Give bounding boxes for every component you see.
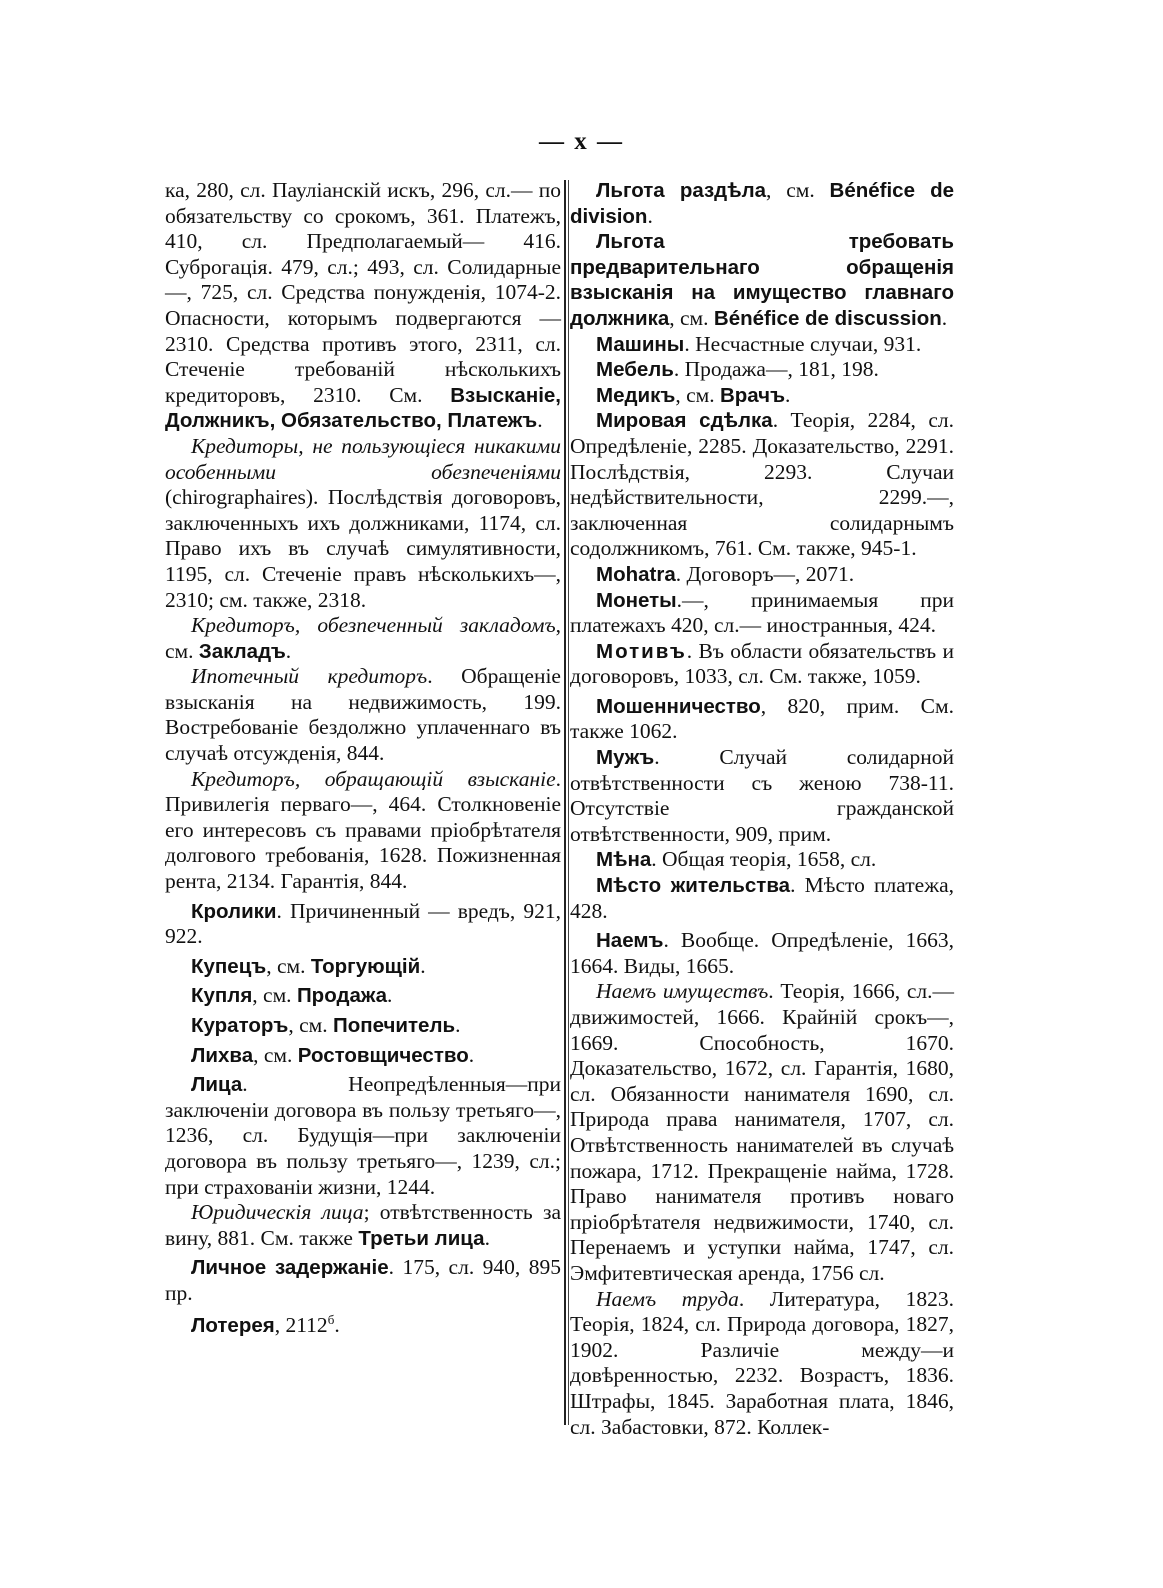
column-divider-inner: [568, 180, 569, 1425]
index-entry: Кредиторъ, обращающiй взысканiе. Привилегiя перваго—, 464. Столкновенiе его интересовъ съ правами прiобрѣтателя долгового требованiя, 1628. Пожизненная рента, 2134. Гарантiя, 844.: [165, 766, 561, 894]
index-entry: Мебель. Продажа—, 181, 198.: [596, 357, 879, 382]
index-entry: Наемъ. Вообще. Опредѣленiе, 1663, 1664. Виды, 1665.: [570, 928, 954, 978]
index-entry: Наемъ труда. Литература, 1823. Теорiя, 1824, сл. Природа договора, 1827, 1902. Различiе между—и довѣренностью, 2232. Возрастъ, 1836. Штрафы, 1845. Заработная плата, 1846, сл. Забастовки, 872. Коллек-: [570, 1286, 954, 1439]
index-entry: Купля, см. Продажа.: [191, 983, 393, 1008]
index-entry: Личное задержанiе. 175, сл. 940, 895 пр.: [165, 1255, 561, 1305]
index-entry: Наемъ имуществъ. Теорiя, 1666, сл.— движимостей, 1666. Крайнiй срокъ—, 1669. Способность, 1670. Доказательство, 1672, сл. Гарантiя, 1680, сл. Обязанности нанимателя 1690, сл. Природа права нанимателя, 1707, сл. Отвѣтственность нанимателей въ случаѣ пожара, 1712. Прекращенiе найма, 1728. Право нанимателя противъ новаго прiобрѣтателя недвижимости, 1740, сл. Перенаемъ и уступки найма, 1747, сл. Эмфитевтическая аренда, 1756 сл.: [570, 979, 955, 1285]
index-entry: Кредиторы, не пользующiеся никакими особенными обезпеченiями (chirographaires). Послѣдствiя договоровъ, заключенныхъ ихъ должниками, 1174, сл. Право ихъ въ случаѣ симулятивности, 1195, сл. Стеченiе правъ нѣсколькихъ—, 2310; см. также, 2318.: [165, 433, 561, 612]
index-entry: Лица. Неопредѣленныя—при заключенiи договора въ пользу третьяго—, 1236, сл. Будущiя—при заключенiи договора въ пользу третьяго—, 1239, сл.; при страхованiи жизни, 1244.: [165, 1072, 561, 1199]
index-entry: Кураторъ, см. Попечитель.: [191, 1013, 461, 1037]
index-entry: Мѣна. Общая теорiя, 1658, сл.: [596, 847, 877, 872]
index-entry: Кролики. Причиненный — вредъ, 921, 922.: [165, 898, 561, 949]
index-entry: Монеты.—, принимаемыя при платежахъ 420, сл.— иностранныя, 424.: [570, 587, 954, 638]
index-entry: Мировая сдѣлка. Теорiя, 2284, сл. Опредѣленiе, 2285. Доказательство, 2291. Послѣдствiя, 2293. Случаи недѣйствительности, 2299.—, заключенная солидарнымъ содолжникомъ, 761. См. также, 945-1.: [570, 408, 954, 561]
page-number: — x —: [539, 128, 624, 155]
index-entry: Мошенничество, 820, прим. См. также 1062.: [570, 693, 954, 744]
index-entry: Льгота требовать предварительнаго обращенiя взысканiя на имущество главнаго должника, см. Bénéfice de discussion.: [570, 230, 954, 330]
index-entry: Медикъ, см. Врачъ.: [596, 382, 791, 407]
index-entry: Кредиторъ, обезпеченный закладомъ, см. Закладъ.: [165, 613, 561, 663]
left-column: [165, 178, 561, 1338]
index-entry: ка, 280, сл. Паулiанскiй искъ, 296, сл.— по обязательству со срокомъ, 361. Платежъ, 410, сл. Предполагаемый— 416. Суброгацiя. 479, сл.; 493, сл. Солидарные —, 725, сл. Средства понужденiя, 1074-2. Опасности, которымъ подвергаются — 2310. Средства противъ этого, 2311, сл. Стеченiе требованiй нѣсколькихъ кредиторовъ, 2310. См. Взысканiе, Должникъ, Обязательство, Платежъ.: [165, 178, 561, 433]
index-entry: Мужъ. Случай солидарной отвѣтственности съ женою 738-11. Отсутствiе гражданской отвѣтственности, 909, прим.: [570, 745, 954, 846]
index-entry: Мѣсто жительства. Мѣсто платежа, 428.: [570, 873, 954, 923]
right-column: [570, 178, 954, 1440]
index-entry: Машины. Несчастные случаи, 931.: [596, 331, 922, 356]
index-entry: Льгота раздѣла, см. Bénéfice de division.: [570, 178, 955, 228]
index-entry: Mohatra. Договоръ—, 2071.: [596, 561, 855, 586]
index-entry: Лотерея, $2112^б$.: [191, 1311, 340, 1337]
index-entry: Мотивъ. Въ области обязательствъ и договоровъ, 1033, сл. См. также, 1059.: [570, 638, 954, 689]
index-entry: Юридическiя лица; отвѣтственность за вину, 881. См. также Третьи лица.: [165, 1200, 561, 1250]
index-entry: Купецъ, см. Торгующiй.: [191, 953, 426, 978]
index-entry: Ипотечный кредиторъ. Обращенiе взысканiя на недвижимость, 199. Востребованiе бездолжно уплаченнаго въ случаѣ отсужденiя, 844.: [165, 664, 561, 766]
index-entry: Лихва, см. Ростовщичество.: [191, 1042, 475, 1067]
column-divider: [564, 180, 566, 1425]
